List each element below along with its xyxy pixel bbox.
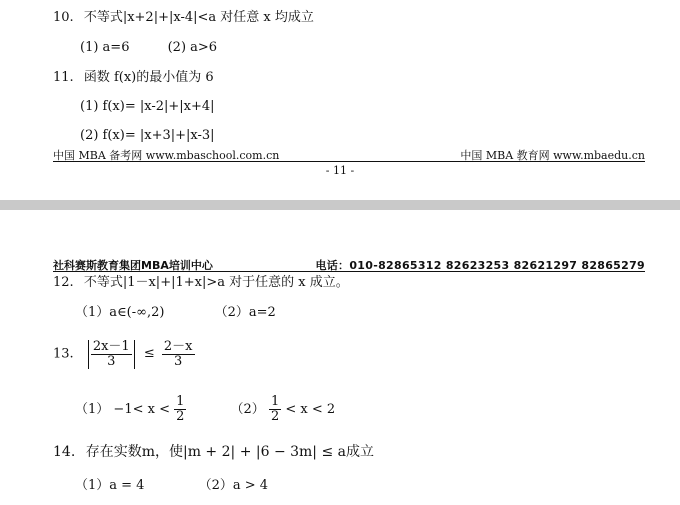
page-number: - 11 - — [325, 164, 355, 177]
question-number: 14. — [53, 444, 76, 460]
header-phone: 电话：010-82865312 82623253 82621297 82865279 — [315, 259, 645, 272]
question-text: 不等式|1－x|+|1+x|>a 对于任意的 x 成立。 — [83, 275, 349, 290]
page-separator — [0, 200, 680, 210]
option-1-label: （1） — [75, 402, 110, 417]
absolute-value-expression — [88, 340, 135, 369]
question-12-stem — [53, 275, 349, 291]
relation-symbol: ≤ — [143, 346, 155, 361]
question-10-options — [80, 40, 217, 56]
rhs-numerator: 2－x — [163, 338, 193, 354]
footer-right-link[interactable]: 中国 MBA 教育网 www.mbaedu.cn — [460, 149, 645, 162]
document-page-11 — [0, 0, 680, 200]
fraction-denominator: 2 — [270, 409, 280, 424]
question-number: 13. — [53, 346, 74, 362]
question-number: 12. — [53, 275, 74, 290]
footer-left-link[interactable]: 中国 MBA 备考网 www.mbaschool.com.cn — [53, 149, 280, 162]
question-text: 存在实数m，使|m + 2| + |6 − 3m| ≤ a成立 — [85, 444, 375, 460]
lhs-numerator: 2x－1 — [92, 338, 130, 354]
option-2: (2) a>6 — [167, 40, 218, 55]
question-11-option-2: (2) f(x)= |x+3|+|x-3| — [80, 128, 215, 143]
question-text: 不等式|x+2|+|x-4|<a 对任意 x 均成立 — [83, 10, 314, 25]
option-2-fraction — [269, 395, 281, 424]
question-text: 函数 f(x)的最小值为 6 — [83, 70, 214, 85]
fraction-numerator: 1 — [270, 394, 280, 409]
question-number: 11. — [53, 70, 74, 85]
question-13-options — [75, 392, 335, 428]
rhs-fraction — [162, 340, 195, 369]
question-11-option-1: (1) f(x)= |x-2|+|x+4| — [80, 99, 215, 114]
option-2: （2）a=2 — [214, 305, 276, 320]
question-12-options — [75, 305, 276, 321]
option-2-inequality: < x < 2 — [285, 402, 336, 417]
page-footer — [53, 147, 645, 162]
header-organization: 社科赛斯教育集团MBA培训中心 — [53, 259, 213, 272]
option-2-label: （2） — [230, 402, 265, 417]
question-number: 10. — [53, 10, 74, 25]
fraction-denominator: 2 — [176, 409, 185, 424]
question-10-stem — [53, 10, 314, 26]
option-1: （1）a = 4 — [75, 478, 145, 493]
lhs-denominator: 3 — [107, 353, 116, 369]
document-page-12 — [0, 210, 680, 505]
lhs-fraction — [91, 340, 132, 369]
rhs-denominator: 3 — [174, 353, 183, 369]
option-1-fraction — [174, 395, 186, 424]
option-1: (1) a=6 — [80, 40, 130, 55]
fraction-numerator: 1 — [176, 394, 185, 409]
option-2: （2）a > 4 — [198, 478, 269, 493]
question-14-options — [75, 478, 268, 494]
question-13-stem — [53, 334, 195, 374]
option-1-inequality: −1< x < — [113, 402, 170, 417]
option-1: （1）a∈(-∞,2) — [75, 305, 165, 320]
question-11-stem — [53, 70, 214, 86]
page-header — [53, 257, 645, 272]
question-14-stem — [53, 444, 374, 460]
